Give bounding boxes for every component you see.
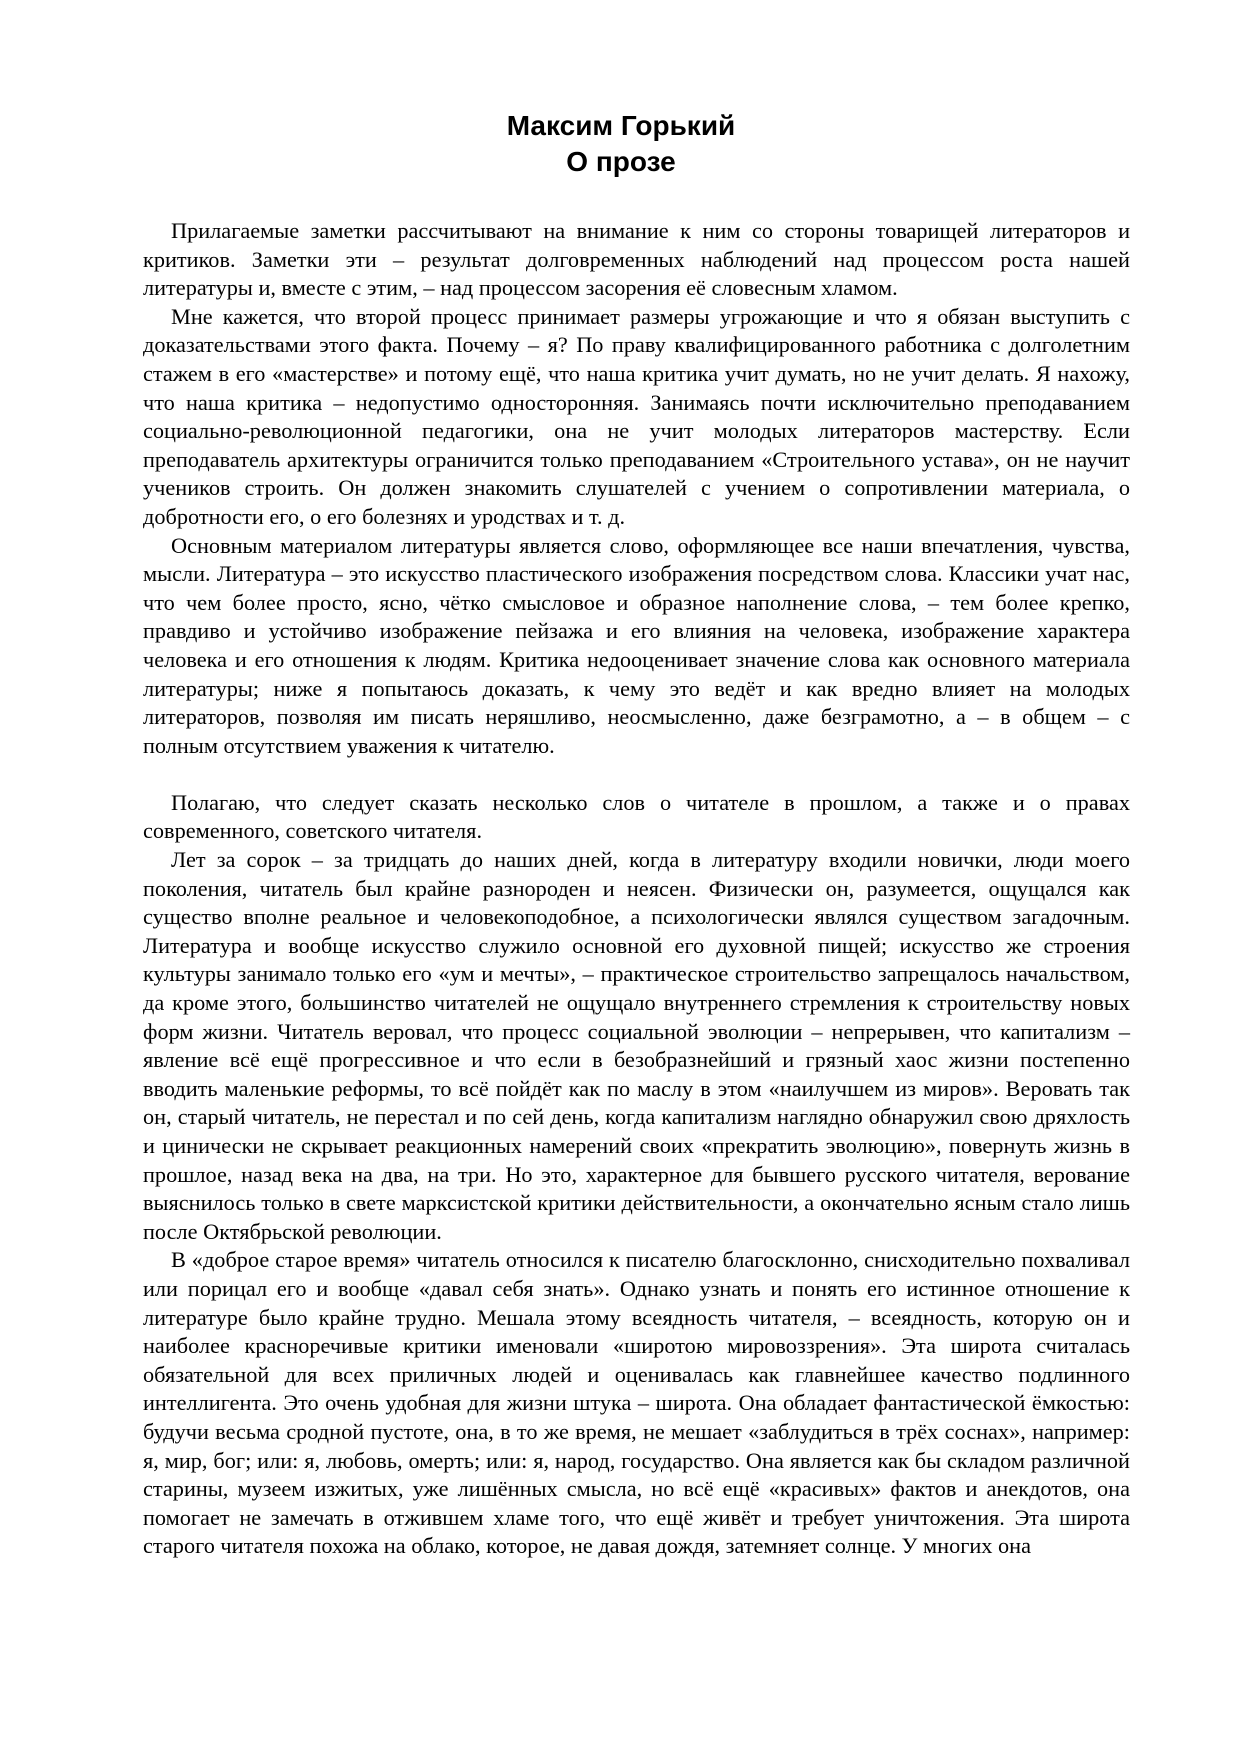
section-break — [143, 760, 1130, 789]
paragraph: Основным материалом литературы является слово, оформляющее все наши впечатления, чувства, мысли. Литература – это искусство пластического изображения посредством слова. Классики учат нас, что чем более просто, ясно, чётко смысловое и образное наполнение слова, – тем более крепко, правдиво и устойчиво изображение пейзажа и его влияния на человека, изображение характера человека и его отношения к людям. Критика недооценивает значение слова как основного материала литературы; ниже я попытаюсь доказать, к чему это ведёт и как вредно влияет на молодых литераторов, позволяя им писать неряшливо, неосмысленно, даже безграмотно, а – в общем – с полным отсутствием уважения к читателю. — [143, 532, 1130, 758]
work-title: О прозе — [566, 146, 676, 177]
author-name: Максим Горький — [506, 110, 736, 141]
paragraph: Мне кажется, что второй процесс принимает размеры угрожающие и что я обязан выступить с доказательствами этого факта. Почему – я? По праву квалифицированного работника с долголетним стажем в его «мастерстве» и потому ещё, что наша критика учит думать, но не учит делать. Я нахожу, что наша критика – недопустимо односторонняя. Занимаясь почти исключительно преподаванием социально-революционной педагогики, она не учит молодых литераторов мастерству. Если преподаватель архитектуры ограничится только преподаванием «Строительного устава», он не научит учеников строить. Он должен знакомить слушателей с учением о сопротивлении материала, о добротности его, о его болезнях и уродствах и т. д. — [143, 303, 1130, 529]
paragraph: Полагаю, что следует сказать несколько слов о читателе в прошлом, а также и о правах современного, советского читателя. — [143, 789, 1130, 844]
body-text — [143, 217, 1130, 1561]
paragraph: Прилагаемые заметки рассчитывают на внимание к ним со стороны товарищей литераторов и критиков. Заметки эти – результат долговременных наблюдений над процессом роста нашей литературы и, вместе с этим, – над процессом засорения её словесным хламом. — [143, 218, 1130, 301]
paragraph: Лет за сорок – за тридцать до наших дней, когда в литературу входили новички, люди моего поколения, читатель был крайне разнороден и неясен. Физически он, разумеется, ощущался как существо вполне реальное и человекоподобное, а психологически являлся существом загадочным. Литература и вообще искусство служило основной его духовной пищей; искусство же строения культуры занимало только его «ум и мечты», – практическое строительство запрещалось начальством, да кроме этого, большинство читателей не ощущало внутреннего стремления к строительству новых форм жизни. Читатель веровал, что процесс социальной эволюции – непрерывен, что капитализм – явление всё ещё прогрессивное и что если в безобразнейший и грязный хаос жизни постепенно вводить маленькие реформы, то всё пойдёт как по маслу в этом «наилучшем из миров». Веровать так он, старый читатель, не перестал и по сей день, когда капитализм наглядно обнаружил свою дряхлость и цинически не скрывает реакционных намерений своих «прекратить эволюцию», повернуть жизнь в прошлое, назад века на два, на три. Но это, характерное для бывшего русского читателя, верование выяснилось только в свете марксистской критики действительности, а окончательно ясным стало лишь после Октябрьской революции. — [143, 847, 1130, 1244]
paragraph: В «доброе старое время» читатель относился к писателю благосклонно, снисходительно похваливал или порицал его и вообще «давал себя знать». Однако узнать и понять его истинное отношение к литературе было крайне трудно. Мешала этому всеядность читателя, – всеядность, которую он и наиболее красноречивые критики именовали «широтою мировоззрения». Эта широта считалась обязательной для всех приличных людей и оценивалась как главнейшее качество подлинного интеллигента. Это очень удобная для жизни штука – широта. Она обладает фантастической ёмкостью: будучи весьма сродной пустоте, она, в то же время, не мешает «заблудиться в трёх соснах», например: я, мир, бог; или: я, любовь, омерть; или: я, народ, государство. Она является как бы складом различной старины, музеем изжитых, уже лишённых смысла, но всё ещё «красивых» фактов и анекдотов, она помогает не замечать в отжившем хламе того, что ещё живёт и требует уничтожения. Эта широта старого читателя похожа на облако, которое, не давая дождя, затемняет солнце. У многих она — [143, 1247, 1130, 1559]
document-title-block — [0, 108, 1242, 180]
